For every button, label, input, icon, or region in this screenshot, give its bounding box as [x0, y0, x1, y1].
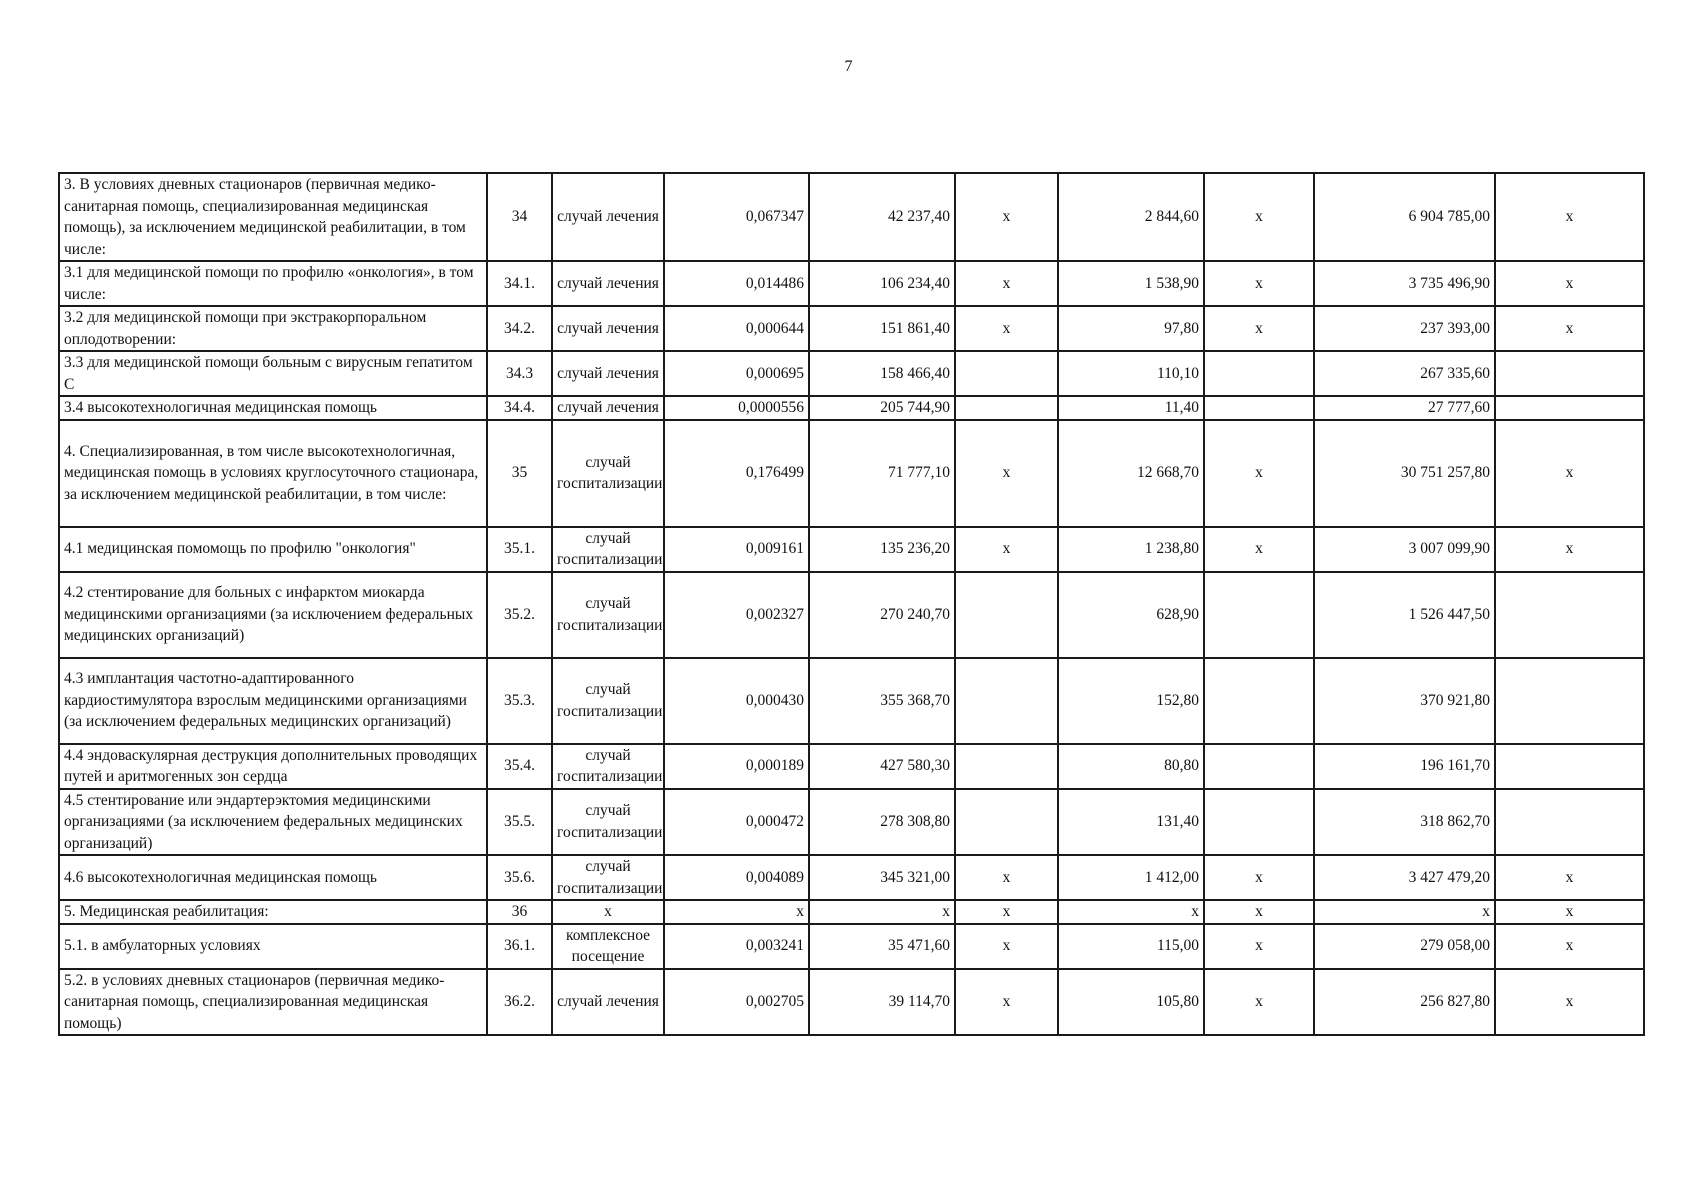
value-cell-6: 3 735 496,90 — [1314, 261, 1495, 306]
value-cell-5: х — [1204, 969, 1314, 1036]
value-cell-4: 152,80 — [1058, 658, 1204, 744]
value-cell-1: 0,000189 — [664, 744, 809, 789]
value-cell-4: 115,00 — [1058, 924, 1204, 969]
table-row — [59, 969, 1644, 1036]
row-code-cell: 34 — [487, 173, 552, 261]
value-cell-4: 1 538,90 — [1058, 261, 1204, 306]
row-code-cell: 34.1. — [487, 261, 552, 306]
value-cell-7: х — [1495, 306, 1644, 351]
item-name-cell: 4.1 медицинская помомощь по профилю "онкология" — [59, 527, 487, 572]
item-name-cell: 3.2 для медицинской помощи при экстракорпоральном оплодотворении: — [59, 306, 487, 351]
value-cell-3 — [955, 789, 1058, 856]
value-cell-5 — [1204, 744, 1314, 789]
value-cell-1: 0,014486 — [664, 261, 809, 306]
value-cell-4: 97,80 — [1058, 306, 1204, 351]
value-cell-5: х — [1204, 900, 1314, 924]
item-name-cell: 4.6 высокотехнологичная медицинская помощь — [59, 855, 487, 900]
value-cell-6: 318 862,70 — [1314, 789, 1495, 856]
value-cell-5 — [1204, 658, 1314, 744]
value-cell-5 — [1204, 351, 1314, 396]
value-cell-7: х — [1495, 900, 1644, 924]
row-code-cell: 36.1. — [487, 924, 552, 969]
value-cell-4: 11,40 — [1058, 396, 1204, 420]
value-cell-2: 71 777,10 — [809, 420, 955, 527]
value-cell-2: 158 466,40 — [809, 351, 955, 396]
value-cell-2: 427 580,30 — [809, 744, 955, 789]
value-cell-6: х — [1314, 900, 1495, 924]
value-cell-5 — [1204, 572, 1314, 658]
table-row — [59, 396, 1644, 420]
value-cell-7 — [1495, 351, 1644, 396]
value-cell-1: 0,176499 — [664, 420, 809, 527]
row-code-cell: 36.2. — [487, 969, 552, 1036]
unit-cell: случай лечения — [552, 173, 664, 261]
table-row — [59, 924, 1644, 969]
item-name-cell: 3.1 для медицинской помощи по профилю «онкология», в том числе: — [59, 261, 487, 306]
value-cell-6: 30 751 257,80 — [1314, 420, 1495, 527]
row-code-cell: 35.3. — [487, 658, 552, 744]
value-cell-6: 279 058,00 — [1314, 924, 1495, 969]
item-name-cell: 4.5 стентирование или эндартерэктомия медицинскими организациями (за исключением федеральных медицинских организаций) — [59, 789, 487, 856]
value-cell-7: х — [1495, 924, 1644, 969]
value-cell-7 — [1495, 572, 1644, 658]
value-cell-3 — [955, 351, 1058, 396]
value-cell-4: 12 668,70 — [1058, 420, 1204, 527]
table-row — [59, 572, 1644, 658]
unit-cell: случай лечения — [552, 261, 664, 306]
value-cell-2: 270 240,70 — [809, 572, 955, 658]
value-cell-6: 1 526 447,50 — [1314, 572, 1495, 658]
value-cell-2: 106 234,40 — [809, 261, 955, 306]
table-row — [59, 855, 1644, 900]
value-cell-7 — [1495, 658, 1644, 744]
value-cell-1: 0,0000556 — [664, 396, 809, 420]
value-cell-3: х — [955, 420, 1058, 527]
value-cell-1: 0,000695 — [664, 351, 809, 396]
unit-cell: комплексное посещение — [552, 924, 664, 969]
value-cell-6: 370 921,80 — [1314, 658, 1495, 744]
item-name-cell: 4.2 стентирование для больных с инфарктом миокарда медицинскими организациями (за исключением федеральных медицинских организаций) — [59, 572, 487, 658]
value-cell-1: 0,002705 — [664, 969, 809, 1036]
value-cell-5: х — [1204, 924, 1314, 969]
value-cell-5: х — [1204, 420, 1314, 527]
value-cell-3 — [955, 658, 1058, 744]
item-name-cell: 4.4 эндоваскулярная деструкция дополнительных проводящих путей и аритмогенных зон сердца — [59, 744, 487, 789]
unit-cell: случай госпитализации — [552, 420, 664, 527]
value-cell-4: 131,40 — [1058, 789, 1204, 856]
item-name-cell: 5.2. в условиях дневных стационаров (первичная медико-санитарная помощь, специализированная медицинская помощь) — [59, 969, 487, 1036]
row-code-cell: 35.2. — [487, 572, 552, 658]
unit-cell: случай лечения — [552, 351, 664, 396]
value-cell-2: 355 368,70 — [809, 658, 955, 744]
value-cell-7: х — [1495, 855, 1644, 900]
table-row — [59, 351, 1644, 396]
unit-cell: случай госпитализации — [552, 527, 664, 572]
row-code-cell: 34.3 — [487, 351, 552, 396]
value-cell-3: х — [955, 924, 1058, 969]
item-name-cell: 3.4 высокотехнологичная медицинская помощь — [59, 396, 487, 420]
value-cell-5 — [1204, 396, 1314, 420]
value-cell-2: 278 308,80 — [809, 789, 955, 856]
table-row — [59, 420, 1644, 527]
row-code-cell: 35.5. — [487, 789, 552, 856]
value-cell-7: х — [1495, 420, 1644, 527]
table-row — [59, 306, 1644, 351]
value-cell-1: 0,004089 — [664, 855, 809, 900]
item-name-cell: 5. Медицинская реабилитация: — [59, 900, 487, 924]
unit-cell: случай госпитализации — [552, 572, 664, 658]
table-row — [59, 744, 1644, 789]
value-cell-5: х — [1204, 527, 1314, 572]
unit-cell: случай госпитализации — [552, 789, 664, 856]
value-cell-3: х — [955, 173, 1058, 261]
page-number: 7 — [844, 58, 853, 75]
item-name-cell: 4.3 имплантация частотно-адаптированного кардиостимулятора взрослым медицинскими организациями (за исключением федеральных медицинских организаций) — [59, 658, 487, 744]
value-cell-4: 1 238,80 — [1058, 527, 1204, 572]
value-cell-4: 2 844,60 — [1058, 173, 1204, 261]
item-name-cell: 4. Специализированная, в том числе высокотехнологичная, медицинская помощь в условиях круглосуточного стационара, за исключением медицинской реабилитации, в том числе: — [59, 420, 487, 527]
unit-cell: случай лечения — [552, 306, 664, 351]
table-row — [59, 261, 1644, 306]
value-cell-1: 0,003241 — [664, 924, 809, 969]
value-cell-7 — [1495, 744, 1644, 789]
table-row — [59, 658, 1644, 744]
value-cell-3 — [955, 744, 1058, 789]
value-cell-7 — [1495, 789, 1644, 856]
value-cell-7: х — [1495, 527, 1644, 572]
value-cell-7: х — [1495, 173, 1644, 261]
value-cell-3 — [955, 396, 1058, 420]
value-cell-2: 42 237,40 — [809, 173, 955, 261]
value-cell-6: 27 777,60 — [1314, 396, 1495, 420]
table-row — [59, 900, 1644, 924]
item-name-cell: 3.3 для медицинской помощи больным с вирусным гепатитом С — [59, 351, 487, 396]
value-cell-3: х — [955, 527, 1058, 572]
value-cell-3: х — [955, 261, 1058, 306]
value-cell-7 — [1495, 396, 1644, 420]
value-cell-2: 151 861,40 — [809, 306, 955, 351]
unit-cell: случай госпитализации — [552, 658, 664, 744]
value-cell-1: 0,002327 — [664, 572, 809, 658]
value-cell-6: 256 827,80 — [1314, 969, 1495, 1036]
value-cell-1: 0,000430 — [664, 658, 809, 744]
unit-cell: случай госпитализации — [552, 855, 664, 900]
value-cell-3: х — [955, 900, 1058, 924]
unit-cell: х — [552, 900, 664, 924]
value-cell-6: 237 393,00 — [1314, 306, 1495, 351]
value-cell-6: 267 335,60 — [1314, 351, 1495, 396]
value-cell-1: 0,067347 — [664, 173, 809, 261]
value-cell-1: 0,009161 — [664, 527, 809, 572]
value-cell-7: х — [1495, 261, 1644, 306]
value-cell-6: 3 427 479,20 — [1314, 855, 1495, 900]
value-cell-6: 6 904 785,00 — [1314, 173, 1495, 261]
value-cell-4: 105,80 — [1058, 969, 1204, 1036]
value-cell-1: х — [664, 900, 809, 924]
data-table — [58, 172, 1645, 1036]
value-cell-2: 135 236,20 — [809, 527, 955, 572]
row-code-cell: 35.1. — [487, 527, 552, 572]
value-cell-5: х — [1204, 173, 1314, 261]
row-code-cell: 34.4. — [487, 396, 552, 420]
value-cell-3: х — [955, 306, 1058, 351]
unit-cell: случай лечения — [552, 396, 664, 420]
value-cell-6: 196 161,70 — [1314, 744, 1495, 789]
value-cell-4: 628,90 — [1058, 572, 1204, 658]
row-code-cell: 35 — [487, 420, 552, 527]
value-cell-6: 3 007 099,90 — [1314, 527, 1495, 572]
value-cell-5 — [1204, 789, 1314, 856]
value-cell-4: х — [1058, 900, 1204, 924]
row-code-cell: 34.2. — [487, 306, 552, 351]
row-code-cell: 36 — [487, 900, 552, 924]
value-cell-1: 0,000472 — [664, 789, 809, 856]
value-cell-1: 0,000644 — [664, 306, 809, 351]
value-cell-5: х — [1204, 261, 1314, 306]
value-cell-3: х — [955, 969, 1058, 1036]
value-cell-3: х — [955, 855, 1058, 900]
value-cell-2: 35 471,60 — [809, 924, 955, 969]
value-cell-4: 110,10 — [1058, 351, 1204, 396]
item-name-cell: 5.1. в амбулаторных условиях — [59, 924, 487, 969]
item-name-cell: 3. В условиях дневных стационаров (первичная медико-санитарная помощь, специализированная медицинская помощь), за исключением медицинской реабилитации, в том числе: — [59, 173, 487, 261]
value-cell-5: х — [1204, 306, 1314, 351]
table-row — [59, 789, 1644, 856]
value-cell-2: х — [809, 900, 955, 924]
row-code-cell: 35.6. — [487, 855, 552, 900]
value-cell-2: 345 321,00 — [809, 855, 955, 900]
value-cell-4: 1 412,00 — [1058, 855, 1204, 900]
table-row — [59, 173, 1644, 261]
value-cell-2: 205 744,90 — [809, 396, 955, 420]
value-cell-4: 80,80 — [1058, 744, 1204, 789]
table-row — [59, 527, 1644, 572]
value-cell-2: 39 114,70 — [809, 969, 955, 1036]
unit-cell: случай лечения — [552, 969, 664, 1036]
value-cell-5: х — [1204, 855, 1314, 900]
unit-cell: случай госпитализации — [552, 744, 664, 789]
row-code-cell: 35.4. — [487, 744, 552, 789]
value-cell-7: х — [1495, 969, 1644, 1036]
value-cell-3 — [955, 572, 1058, 658]
